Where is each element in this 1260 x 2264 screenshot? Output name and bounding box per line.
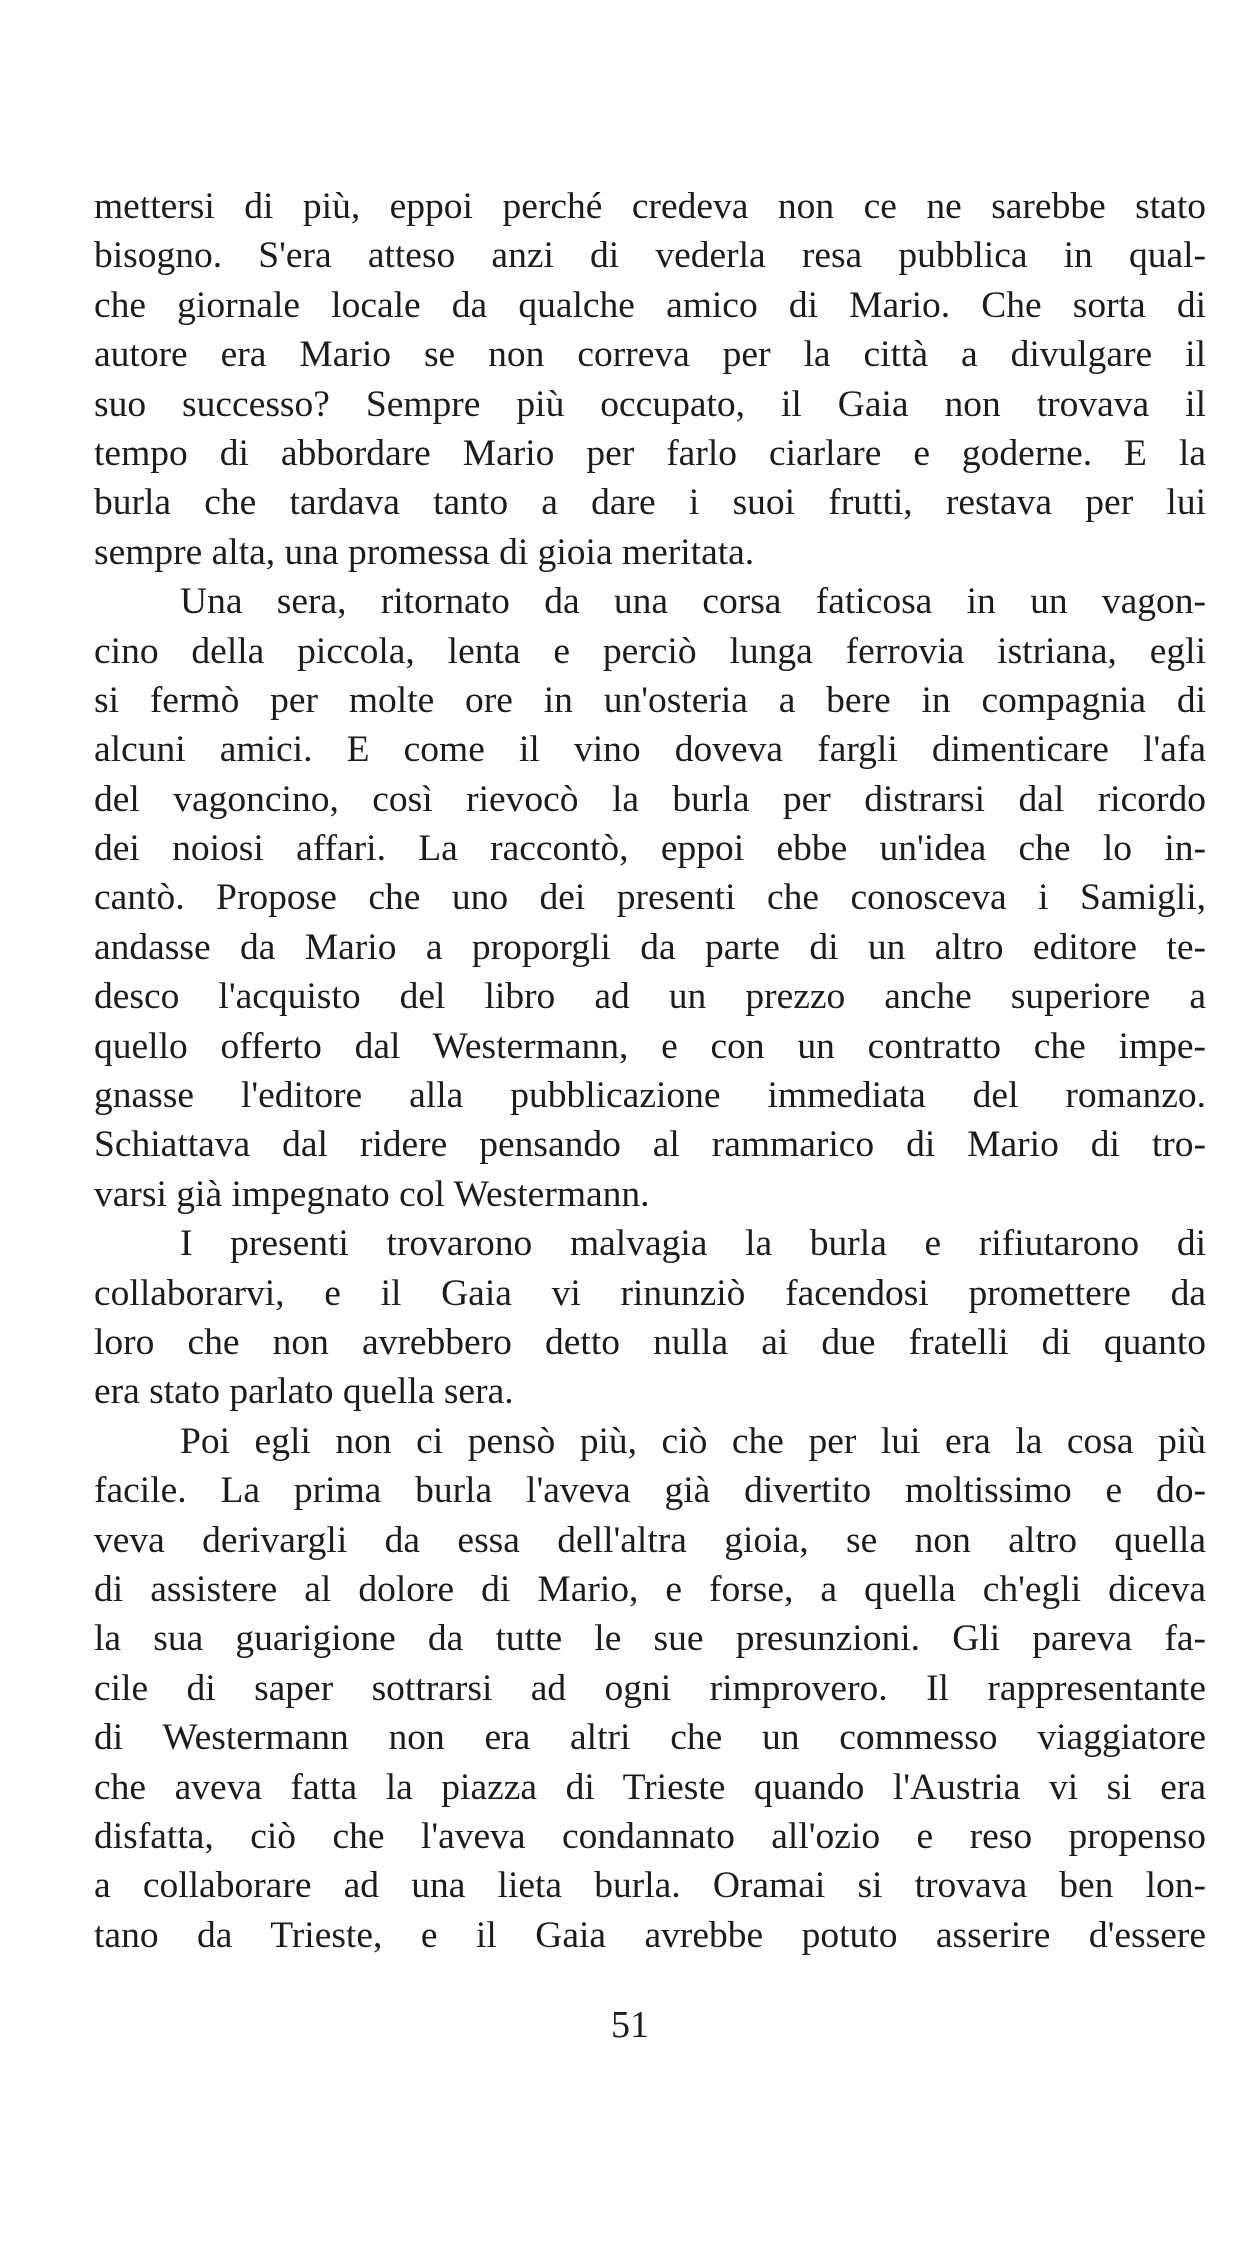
text-line: del vagoncino, così rievocò la burla per distrarsi dal ricordo (94, 778, 1206, 820)
text-line: burla che tardava tanto a dare i suoi frutti, restava per lui (94, 482, 1206, 524)
text-line: alcuni amici. E come il vino doveva fargli dimenticare l'afa (94, 729, 1206, 771)
text-line: che aveva fatta la piazza di Trieste quando l'Austria vi si era (94, 1766, 1206, 1808)
text-line: tano da Trieste, e il Gaia avrebbe potuto asserire d'essere (94, 1914, 1206, 1956)
text-line: autore era Mario se non correva per la città a divulgare il (94, 334, 1206, 376)
text-line: tempo di abbordare Mario per farlo ciarlare e goderne. E la (94, 432, 1206, 474)
text-line: di Westermann non era altri che un commesso viaggiatore (94, 1717, 1206, 1759)
text-line: andasse da Mario a proporgli da parte di un altro editore te- (94, 926, 1206, 968)
text-line: desco l'acquisto del libro ad un prezzo anche superiore a (94, 976, 1206, 1018)
text-line: gnasse l'editore alla pubblicazione immediata del romanzo. (94, 1075, 1206, 1117)
text-line: bisogno. S'era atteso anzi di vederla resa pubblica in qual- (94, 235, 1206, 277)
body-text (94, 182, 1206, 1960)
page-number: 51 (611, 2004, 649, 2046)
text-line: a collaborare ad una lieta burla. Oramai si trovava ben lon- (94, 1865, 1206, 1907)
text-line: sempre alta, una promessa di gioia meritata. (94, 531, 755, 573)
text-line: dei noiosi affari. La raccontò, eppoi ebbe un'idea che lo in- (94, 828, 1206, 870)
text-line: si fermò per molte ore in un'osteria a bere in compagnia di (94, 679, 1206, 721)
text-line: era stato parlato quella sera. (94, 1371, 514, 1413)
text-line: di assistere al dolore di Mario, e forse, a quella ch'egli diceva (94, 1568, 1206, 1610)
text-line: Poi egli non ci pensò più, ciò che per lui era la cosa più (180, 1420, 1206, 1462)
text-line: cino della piccola, lenta e perciò lunga ferrovia istriana, egli (94, 630, 1206, 672)
text-line: varsi già impegnato col Westermann. (94, 1173, 650, 1215)
text-line: loro che non avrebbero detto nulla ai due fratelli di quanto (94, 1321, 1206, 1363)
text-line: suo successo? Sempre più occupato, il Gaia non trovava il (94, 383, 1206, 425)
text-line: disfatta, ciò che l'aveva condannato all'ozio e reso propenso (94, 1815, 1206, 1857)
text-line: collaborarvi, e il Gaia vi rinunziò facendosi promettere da (94, 1272, 1206, 1314)
text-line: Una sera, ritornato da una corsa faticosa in un vagon- (180, 581, 1206, 623)
text-line: che giornale locale da qualche amico di Mario. Che sorta di (94, 284, 1206, 326)
text-line: veva derivargli da essa dell'altra gioia, se non altro quella (94, 1519, 1206, 1561)
text-line: la sua guarigione da tutte le sue presunzioni. Gli pareva fa- (94, 1618, 1206, 1660)
text-line: Schiattava dal ridere pensando al rammarico di Mario di tro- (94, 1124, 1206, 1166)
text-line: cile di saper sottrarsi ad ogni rimprovero. Il rappresentante (94, 1667, 1206, 1709)
text-line: mettersi di più, eppoi perché credeva non ce ne sarebbe stato (94, 186, 1206, 227)
text-line: quello offerto dal Westermann, e con un contratto che impe- (94, 1025, 1206, 1067)
text-line: cantò. Propose che uno dei presenti che conosceva i Samigli, (94, 877, 1206, 919)
text-line: facile. La prima burla l'aveva già divertito moltissimo e do- (94, 1470, 1206, 1512)
text-line: I presenti trovarono malvagia la burla e rifiutarono di (180, 1223, 1206, 1265)
